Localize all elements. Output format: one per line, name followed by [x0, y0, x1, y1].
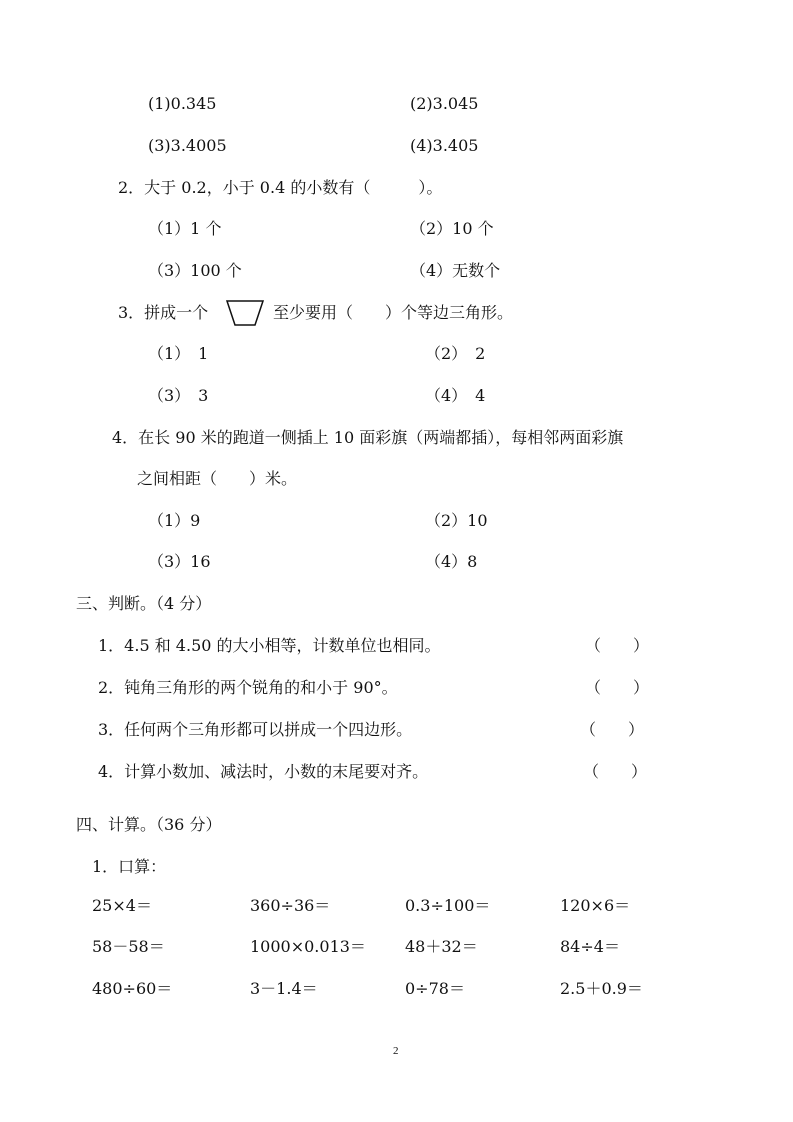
calc-item: 0.3÷100＝ [405, 896, 491, 915]
judge-item-2: 2．钝角三角形的两个锐角的和小于 90°。 [98, 678, 398, 697]
q2-stem: 2．大于 0.2，小于 0.4 的小数有（ ）。 [118, 178, 443, 197]
q1-option-2: (2)3.045 [410, 94, 479, 113]
calc-item: 0÷78＝ [405, 979, 465, 998]
calc-item: 84÷4＝ [560, 937, 620, 956]
calc-item: 48＋32＝ [405, 937, 478, 956]
q3-option-3: （3） 3 [148, 386, 209, 405]
q3-option-1: （1） 1 [148, 344, 209, 363]
q4-option-2: （2）10 [425, 511, 488, 530]
page-number: 2 [393, 1045, 399, 1057]
judge-blank-1[interactable]: （ ） [585, 636, 650, 655]
q1-option-1: (1)0.345 [148, 94, 217, 113]
q2-option-3: （3）100 个 [148, 261, 242, 280]
section-4-title: 四、计算。（36 分） [76, 815, 222, 834]
q2-option-4: （4）无数个 [410, 261, 501, 280]
calc-item: 360÷36＝ [250, 896, 331, 915]
judge-item-1: 1．4.5 和 4.50 的大小相等，计数单位也相同。 [98, 636, 441, 655]
q3-option-2: （2） 2 [425, 344, 486, 363]
calc-item: 58－58＝ [92, 937, 165, 956]
q4-option-4: （4）8 [425, 552, 478, 571]
calc-item: 480÷60＝ [92, 979, 173, 998]
section-3-title: 三、判断。（4 分） [76, 594, 212, 613]
judge-blank-4[interactable]: （ ） [583, 762, 648, 781]
q3-stem-after: 至少要用（ ）个等边三角形。 [273, 303, 514, 322]
q2-option-2: （2）10 个 [410, 219, 494, 238]
q4-option-3: （3）16 [148, 552, 211, 571]
calc-item: 2.5＋0.9＝ [560, 979, 643, 998]
judge-blank-3[interactable]: （ ） [580, 720, 645, 739]
q3-option-4: （4） 4 [425, 386, 486, 405]
calc-item: 3－1.4＝ [250, 979, 318, 998]
q1-option-3: (3)3.4005 [148, 136, 227, 155]
oral-calc-label: 1．口算： [92, 857, 167, 876]
judge-item-4: 4．计算小数加、减法时，小数的末尾要对齐。 [98, 762, 429, 781]
judge-blank-2[interactable]: （ ） [585, 678, 650, 697]
judge-item-3: 3．任何两个三角形都可以拼成一个四边形。 [98, 720, 413, 739]
q4-stem-line1: 4．在长 90 米的跑道一侧插上 10 面彩旗（两端都插），每相邻两面彩旗 [112, 428, 624, 447]
calc-item: 1000×0.013＝ [250, 937, 366, 956]
q2-option-1: （1）1 个 [148, 219, 222, 238]
calc-item: 120×6＝ [560, 896, 631, 915]
trapezoid-icon [226, 300, 264, 326]
q3-stem-before: 3．拼成一个 [118, 303, 209, 322]
q4-stem-line2: 之间相距（ ）米。 [137, 469, 298, 488]
q1-option-4: (4)3.405 [410, 136, 479, 155]
q4-option-1: （1）9 [148, 511, 201, 530]
calc-item: 25×4＝ [92, 896, 152, 915]
